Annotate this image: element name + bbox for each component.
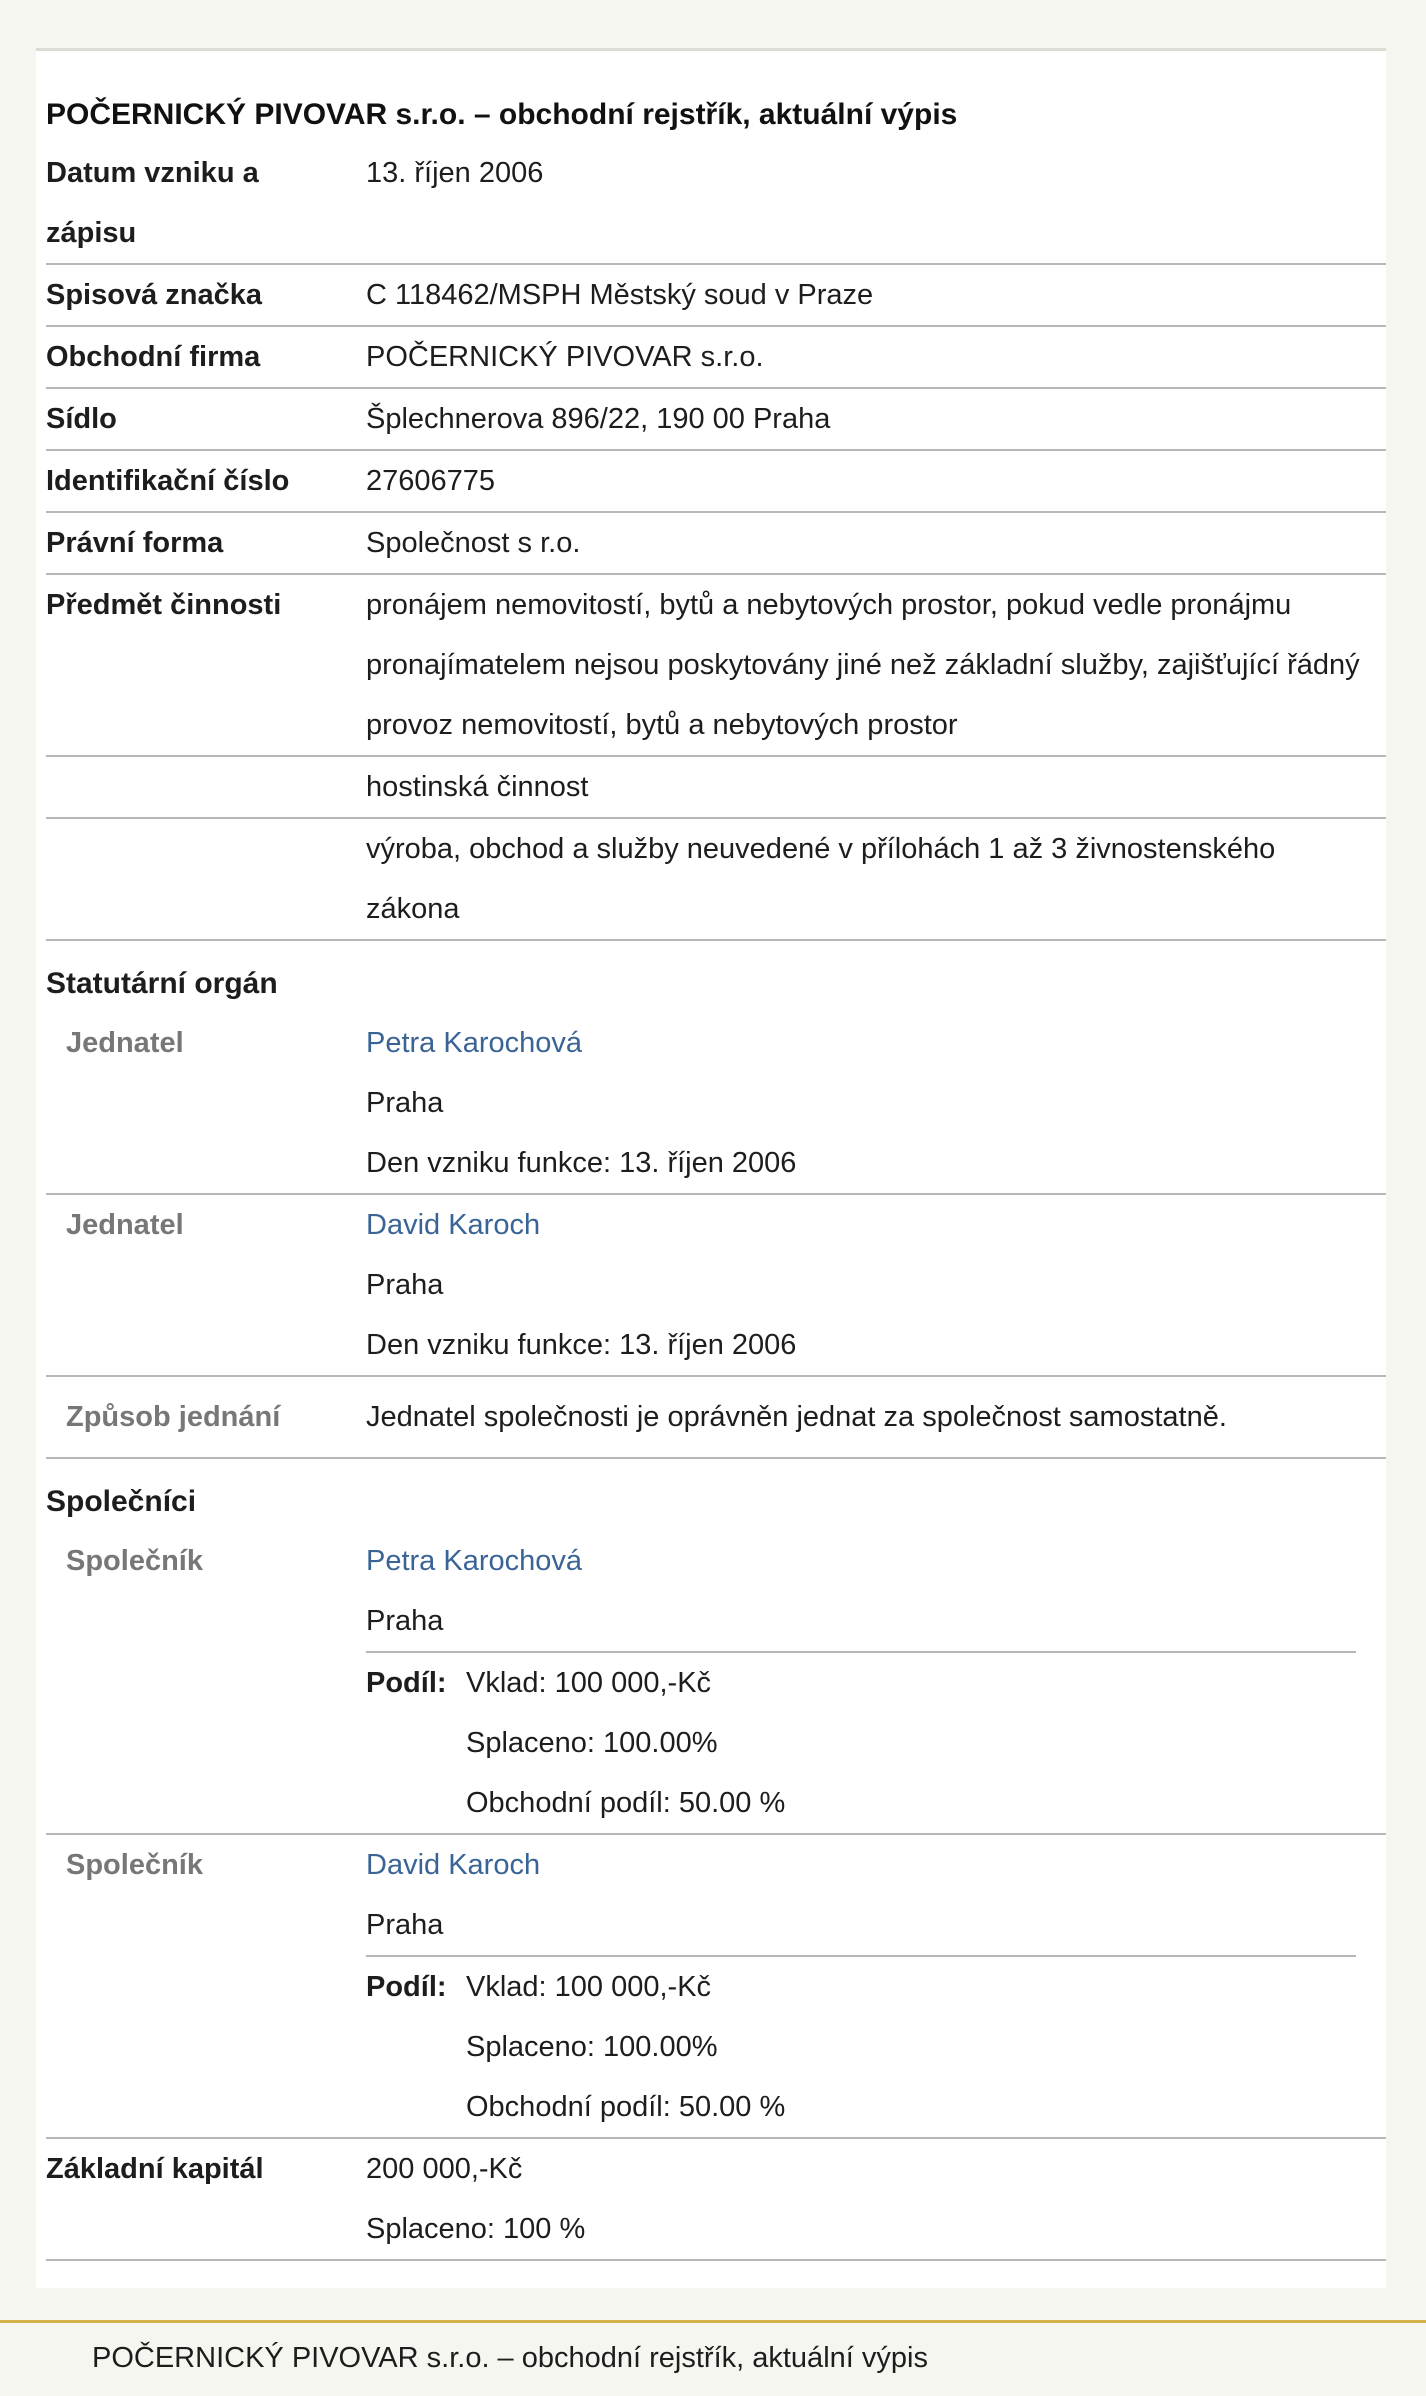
row-ico	[46, 450, 1386, 512]
spolecnici-heading-row	[46, 1458, 1386, 1531]
podil-label: Podíl:	[366, 1667, 447, 1699]
row-firma	[46, 326, 1386, 388]
spolecnik-role: Společník	[46, 1531, 366, 1834]
podil-vklad: Vklad: 100 000,-Kč	[466, 1667, 712, 1699]
predmet-item: hostinská činnost	[366, 756, 1386, 818]
podil-obchodni: Obchodní podíl: 50.00 %	[466, 1787, 786, 1819]
jednatel-since: Den vzniku funkce: 13. říjen 2006	[366, 1329, 797, 1361]
kapital-label: Základní kapitál	[46, 2138, 366, 2260]
forma-label: Právní forma	[46, 512, 366, 574]
firma-value: POČERNICKÝ PIVOVAR s.r.o.	[366, 326, 1386, 388]
row-predmet-1	[46, 574, 1386, 756]
zpusob-label: Způsob jednání	[46, 1376, 366, 1458]
datum-value: 13. říjen 2006	[366, 143, 1386, 264]
spolecnik-name-link[interactable]: David Karoch	[366, 1849, 541, 1881]
podil-splaceno: Splaceno: 100.00%	[466, 1727, 718, 1759]
spolecnik-city: Praha	[366, 1909, 444, 1941]
spolecnik-name-link[interactable]: Petra Karochová	[366, 1545, 583, 1577]
spolecnik-city: Praha	[366, 1605, 444, 1637]
zpusob-row	[46, 1376, 1386, 1458]
predmet-item: pronájem nemovitostí, bytů a nebytových prostor, pokud vedle pronájmu pronajímatelem nejsou poskytovány jiné než základní služby, zajišťující řádný provoz nemovitostí, bytů a nebytových prostor	[366, 574, 1386, 756]
sidlo-value: Šplechnerova 896/22, 190 00 Praha	[366, 388, 1386, 450]
page-title: POČERNICKÝ PIVOVAR s.r.o. – obchodní rejstřík, aktuální výpis	[46, 98, 958, 131]
spolecnik-row	[46, 1531, 1386, 1834]
spis-value: C 118462/MSPH Městský soud v Praze	[366, 264, 1386, 326]
sidlo-label: Sídlo	[46, 388, 366, 450]
kapital-splaceno: Splaceno: 100 %	[366, 2213, 586, 2245]
spolecnici-heading: Společníci	[46, 1485, 197, 1518]
spis-label: Spisová značka	[46, 264, 366, 326]
jednatel-city: Praha	[366, 1269, 444, 1301]
podil-label: Podíl:	[366, 1971, 447, 2003]
jednatel-row	[46, 1013, 1386, 1194]
datum-label: Datum vzniku a zápisu	[46, 143, 366, 264]
footer-text: POČERNICKÝ PIVOVAR s.r.o. – obchodní rejstřík, aktuální výpis	[92, 2342, 928, 2374]
podil-obchodni: Obchodní podíl: 50.00 %	[466, 2091, 786, 2123]
kapital-row	[46, 2138, 1386, 2260]
jednatel-city: Praha	[366, 1087, 444, 1119]
row-datum	[46, 143, 1386, 264]
jednatel-since: Den vzniku funkce: 13. říjen 2006	[366, 1147, 797, 1179]
zpusob-value: Jednatel společnosti je oprávněn jednat za společnost samostatně.	[366, 1376, 1386, 1458]
registry-card	[36, 48, 1386, 2288]
ico-value: 27606775	[366, 450, 1386, 512]
row-sidlo	[46, 388, 1386, 450]
row-forma	[46, 512, 1386, 574]
podil-block	[366, 1651, 1356, 1833]
firma-label: Obchodní firma	[46, 326, 366, 388]
statutarni-heading-row	[46, 940, 1386, 1013]
forma-value: Společnost s r.o.	[366, 512, 1386, 574]
podil-vklad: Vklad: 100 000,-Kč	[466, 1971, 712, 2003]
predmet-item: výroba, obchod a služby neuvedené v přílohách 1 až 3 živnostenského zákona	[366, 818, 1386, 940]
jednatel-name-link[interactable]: Petra Karochová	[366, 1027, 583, 1059]
kapital-value: 200 000,-Kč	[366, 2153, 523, 2185]
row-predmet-2	[46, 756, 1386, 818]
predmet-label: Předmět činnosti	[46, 574, 366, 756]
row-spis	[46, 264, 1386, 326]
podil-block	[366, 1955, 1356, 2137]
jednatel-role: Jednatel	[46, 1013, 366, 1194]
jednatel-row	[46, 1194, 1386, 1376]
statutarni-heading: Statutární orgán	[46, 967, 278, 1000]
spolecnik-role: Společník	[46, 1834, 366, 2138]
jednatel-name-link[interactable]: David Karoch	[366, 1209, 541, 1241]
footer	[0, 2320, 1426, 2396]
jednatel-role: Jednatel	[46, 1194, 366, 1376]
podil-splaceno: Splaceno: 100.00%	[466, 2031, 718, 2063]
ico-label: Identifikační číslo	[46, 450, 366, 512]
spolecnik-row	[46, 1834, 1386, 2138]
row-predmet-3	[46, 818, 1386, 940]
registry-table	[46, 143, 1386, 2261]
